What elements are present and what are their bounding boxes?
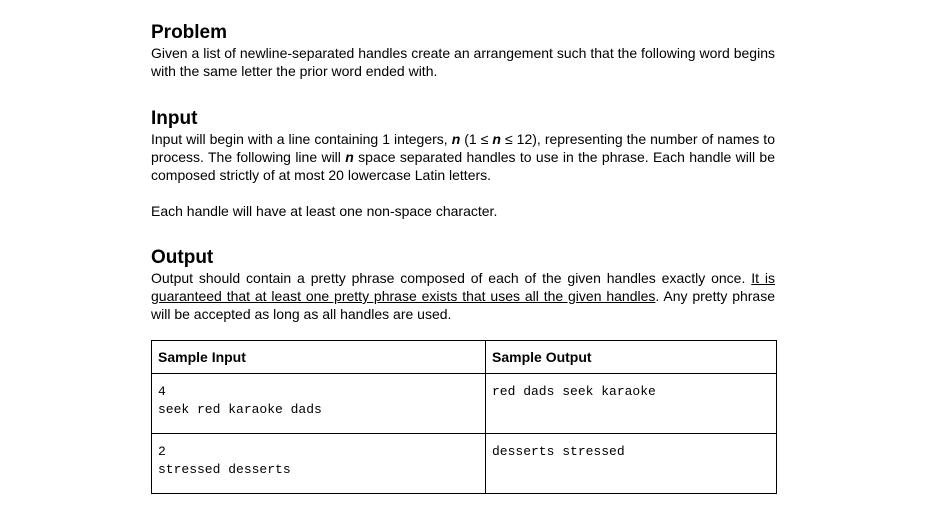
sample-input-line: seek red karaoke dads <box>158 402 322 417</box>
table-row <box>152 434 777 494</box>
variable-n: n <box>492 131 501 147</box>
output-guarantee-text: It is guaranteed that at least one pretty phrase exists that uses all the given handles <box>151 270 775 304</box>
input-section <box>151 108 775 220</box>
input-heading: Input <box>151 108 198 129</box>
sample-input-cell <box>152 434 486 494</box>
variable-n: n <box>345 149 354 165</box>
sample-output-header: Sample Output <box>486 341 777 374</box>
sample-output-cell <box>486 374 777 434</box>
sample-input-line: 2 <box>158 444 166 459</box>
problem-text: Given a list of newline-separated handles create an arrangement such that the following word begins with the same letter the prior word ended with. <box>151 45 775 79</box>
input-text-part: ≤ 12), representing the number of names to process. The following line will <box>151 131 775 165</box>
input-note: Each handle will have at least one non-space character. <box>151 203 498 219</box>
samples-table <box>151 340 777 494</box>
output-section <box>151 247 775 323</box>
output-heading: Output <box>151 247 214 268</box>
problem-heading: Problem <box>151 22 228 43</box>
sample-input-line: 4 <box>158 384 166 399</box>
sample-input-header: Sample Input <box>152 341 486 374</box>
input-paragraph <box>151 130 775 184</box>
sample-output-line: red dads seek karaoke <box>492 384 656 399</box>
output-paragraph <box>151 269 775 323</box>
input-text-part: space separated handles to use in the phrase. Each handle will be composed strictly of at most 20 lowercase Latin letters. <box>151 149 775 183</box>
problem-section <box>151 22 775 80</box>
table-row <box>152 374 777 434</box>
input-text-part: Input will begin with a line containing 1 integers, <box>151 131 452 147</box>
sample-input-cell <box>152 374 486 434</box>
output-text-part: . Any pretty phrase will be accepted as long as all handles are used. <box>151 288 776 322</box>
sample-output-cell <box>486 434 777 494</box>
samples-header-row <box>152 341 777 374</box>
sample-output-line: desserts stressed <box>492 444 625 459</box>
variable-n: n <box>451 131 461 147</box>
output-text-part: Output should contain a pretty phrase composed of each of the given handles exactly once. <box>151 270 752 286</box>
sample-input-line: stressed desserts <box>158 462 291 477</box>
input-text-part: (1 ≤ <box>460 131 493 147</box>
